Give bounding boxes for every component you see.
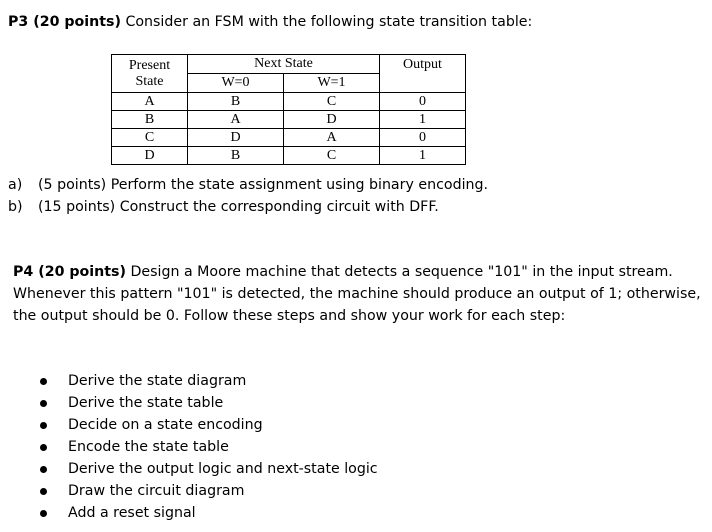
cell-w0: B [188, 93, 284, 111]
question-b-label: b) [8, 199, 23, 215]
step-text: Derive the state diagram [68, 373, 247, 389]
bullet-icon [40, 378, 47, 385]
p4-label: P4 (20 points) [13, 264, 126, 280]
table-row [112, 129, 466, 147]
table-row [112, 93, 466, 111]
header-next-state: Next State [188, 55, 380, 74]
cell-w0: B [188, 147, 284, 165]
cell-present: A [112, 93, 188, 111]
cell-w1: A [284, 129, 380, 147]
list-item [40, 502, 378, 524]
bullet-icon [40, 400, 47, 407]
bullet-icon [40, 510, 47, 517]
p4-steps-list [40, 370, 378, 524]
header-w1: W=1 [284, 74, 380, 93]
header-present-state [112, 55, 188, 93]
p4-paragraph [13, 261, 705, 327]
cell-w1: C [284, 147, 380, 165]
p4-text: Design a Moore machine that detects a sequence "101" in the input stream. Whenever this pattern "101" is detected, the machine should produce an output of 1; otherwise, the output should be 0. Follow these steps and show your work for each step: [13, 264, 701, 324]
cell-w0: D [188, 129, 284, 147]
question-a-text: (5 points) Perform the state assignment using binary encoding. [38, 177, 489, 193]
table-row [112, 147, 466, 165]
cell-present: B [112, 111, 188, 129]
header-present-line1: Present [128, 57, 171, 73]
step-text: Derive the output logic and next-state logic [68, 461, 378, 477]
bullet-icon [40, 466, 47, 473]
table-header-row-1 [112, 55, 466, 74]
list-item [40, 414, 378, 436]
cell-present: D [112, 147, 188, 165]
list-item [40, 392, 378, 414]
p3-heading [8, 11, 532, 33]
step-text: Derive the state table [68, 395, 224, 411]
list-item [40, 458, 378, 480]
header-output: Output [380, 55, 466, 93]
step-text: Add a reset signal [68, 505, 196, 521]
cell-output: 1 [380, 111, 466, 129]
state-transition-table [111, 54, 466, 165]
p3-questions [8, 174, 488, 218]
cell-output: 0 [380, 93, 466, 111]
cell-output: 1 [380, 147, 466, 165]
list-item [40, 436, 378, 458]
step-text: Draw the circuit diagram [68, 483, 245, 499]
cell-w1: C [284, 93, 380, 111]
cell-w0: A [188, 111, 284, 129]
question-b [8, 196, 488, 218]
bullet-icon [40, 422, 47, 429]
list-item [40, 480, 378, 502]
cell-w1: D [284, 111, 380, 129]
question-a [8, 174, 488, 196]
question-b-text: (15 points) Construct the corresponding circuit with DFF. [38, 199, 439, 215]
bullet-icon [40, 488, 47, 495]
header-w0: W=0 [188, 74, 284, 93]
cell-present: C [112, 129, 188, 147]
step-text: Decide on a state encoding [68, 417, 263, 433]
p3-label: P3 (20 points) [8, 14, 121, 30]
bullet-icon [40, 444, 47, 451]
list-item [40, 370, 378, 392]
question-a-label: a) [8, 177, 23, 193]
header-present-line2: State [135, 73, 164, 89]
table-row [112, 111, 466, 129]
p3-text: Consider an FSM with the following state transition table: [120, 14, 533, 30]
cell-output: 0 [380, 129, 466, 147]
step-text: Encode the state table [68, 439, 229, 455]
